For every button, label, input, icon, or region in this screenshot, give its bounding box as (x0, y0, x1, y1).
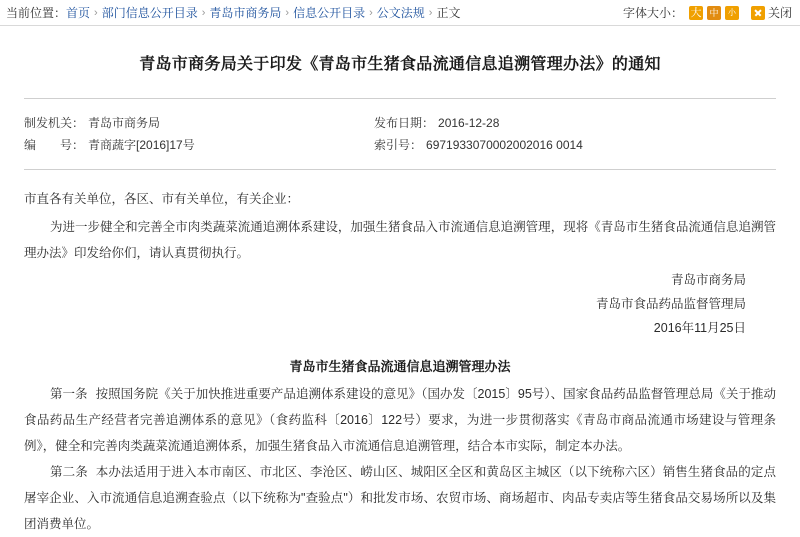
breadcrumb-item-0[interactable]: 首页 (66, 6, 91, 20)
meta-number-value: 青商蔬字[2016]17号 (88, 138, 195, 152)
article-term: 第一条 (50, 387, 88, 401)
meta-issuer-key: 制发机关： (24, 116, 85, 130)
article-term: 第二条 (50, 465, 88, 479)
article-text: 按照国务院《关于加快推进重要产品追溯体系建设的意见》（国办发〔2015〕95号）、国家食品药品监督管理总局《关于推动食品药品生产经营者完善追溯体系的意见》（食药监科〔2016〕122号）要求，为进一步贯彻落实《青岛市商品流通市场建设与管理条例》，健全和完善肉类蔬菜流通追溯体系，加强生猪食品入市流通信息追溯管理，结合本市实际，制定本办法。 (24, 387, 776, 453)
close-label: 关闭 (767, 6, 792, 20)
top-bar (0, 0, 800, 26)
breadcrumb (6, 4, 623, 21)
salutation: 市直各有关单位，各区、市有关单位，有关企业： (24, 192, 300, 206)
article-item (24, 381, 776, 459)
intro-paragraph: 为进一步健全和完善全市肉类蔬菜流通追溯体系建设，加强生猪食品入市流通信息追溯管理，现将《青岛市生猪食品流通信息追溯管理办法》印发给你们，请认真贯彻执行。 (24, 220, 776, 260)
breadcrumb-separator-icon: › (369, 6, 373, 19)
font-size-label: 字体大小： (622, 6, 683, 20)
close-icon (751, 6, 765, 20)
meta-issuer (24, 112, 374, 134)
signature-line: 青岛市商务局 (670, 273, 746, 287)
breadcrumb-item-current: 正文 (436, 6, 461, 20)
page-title: 青岛市商务局关于印发《青岛市生猪食品流通信息追溯管理办法》的通知 (139, 54, 661, 73)
meta-index-value: 6971933070002002016 0014 (426, 138, 583, 152)
meta-publish-date (374, 112, 499, 134)
regulation-title: 青岛市生猪食品流通信息追溯管理办法 (289, 359, 511, 374)
meta-publish-value: 2016-12-28 (438, 116, 500, 130)
meta-issuer-value: 青岛市商务局 (88, 116, 161, 130)
signature-date: 2016年11月25日 (653, 321, 746, 335)
meta-number-key: 编 号： (24, 138, 85, 152)
document-body (0, 52, 800, 537)
breadcrumb-item-4[interactable]: 公文法规 (376, 6, 425, 20)
meta-publish-key: 发布日期： (374, 116, 435, 130)
meta-row (24, 134, 776, 156)
breadcrumb-separator-icon: › (285, 6, 290, 19)
breadcrumb-item-2[interactable]: 青岛市商务局 (209, 6, 282, 20)
close-button[interactable] (751, 4, 792, 21)
breadcrumb-separator-icon: › (94, 6, 98, 19)
breadcrumb-item-1[interactable]: 部门信息公开目录 (101, 6, 198, 20)
meta-index-key: 索引号： (374, 138, 423, 152)
article-text: 本办法适用于进入本市南区、市北区、李沧区、崂山区、城阳区全区和黄岛区主城区（以下统称六区）销售生猪食品的定点屠宰企业、入市流通信息追溯查验点（以下统称为"查验点"）和批发市场、农贸市场、商场超市、肉品专卖店等生猪食品交易场所以及集团消费单位。 (24, 465, 776, 531)
document-meta (24, 98, 776, 170)
breadcrumb-separator-icon: › (428, 6, 433, 19)
breadcrumb-item-3[interactable]: 信息公开目录 (293, 6, 366, 20)
breadcrumb-location-label: 当前位置： (6, 6, 67, 20)
font-size-large-button[interactable]: 大 (690, 6, 702, 19)
signature-block (24, 268, 746, 340)
meta-row (24, 112, 776, 134)
meta-number (24, 134, 374, 156)
meta-index (374, 134, 583, 156)
article-item (24, 459, 776, 537)
font-size-controls (623, 4, 792, 21)
signature-line: 青岛市食品药品监督管理局 (595, 297, 746, 311)
breadcrumb-separator-icon: › (201, 6, 206, 19)
font-size-small-button[interactable]: 小 (725, 6, 739, 20)
font-size-medium-button[interactable]: 中 (707, 6, 721, 20)
